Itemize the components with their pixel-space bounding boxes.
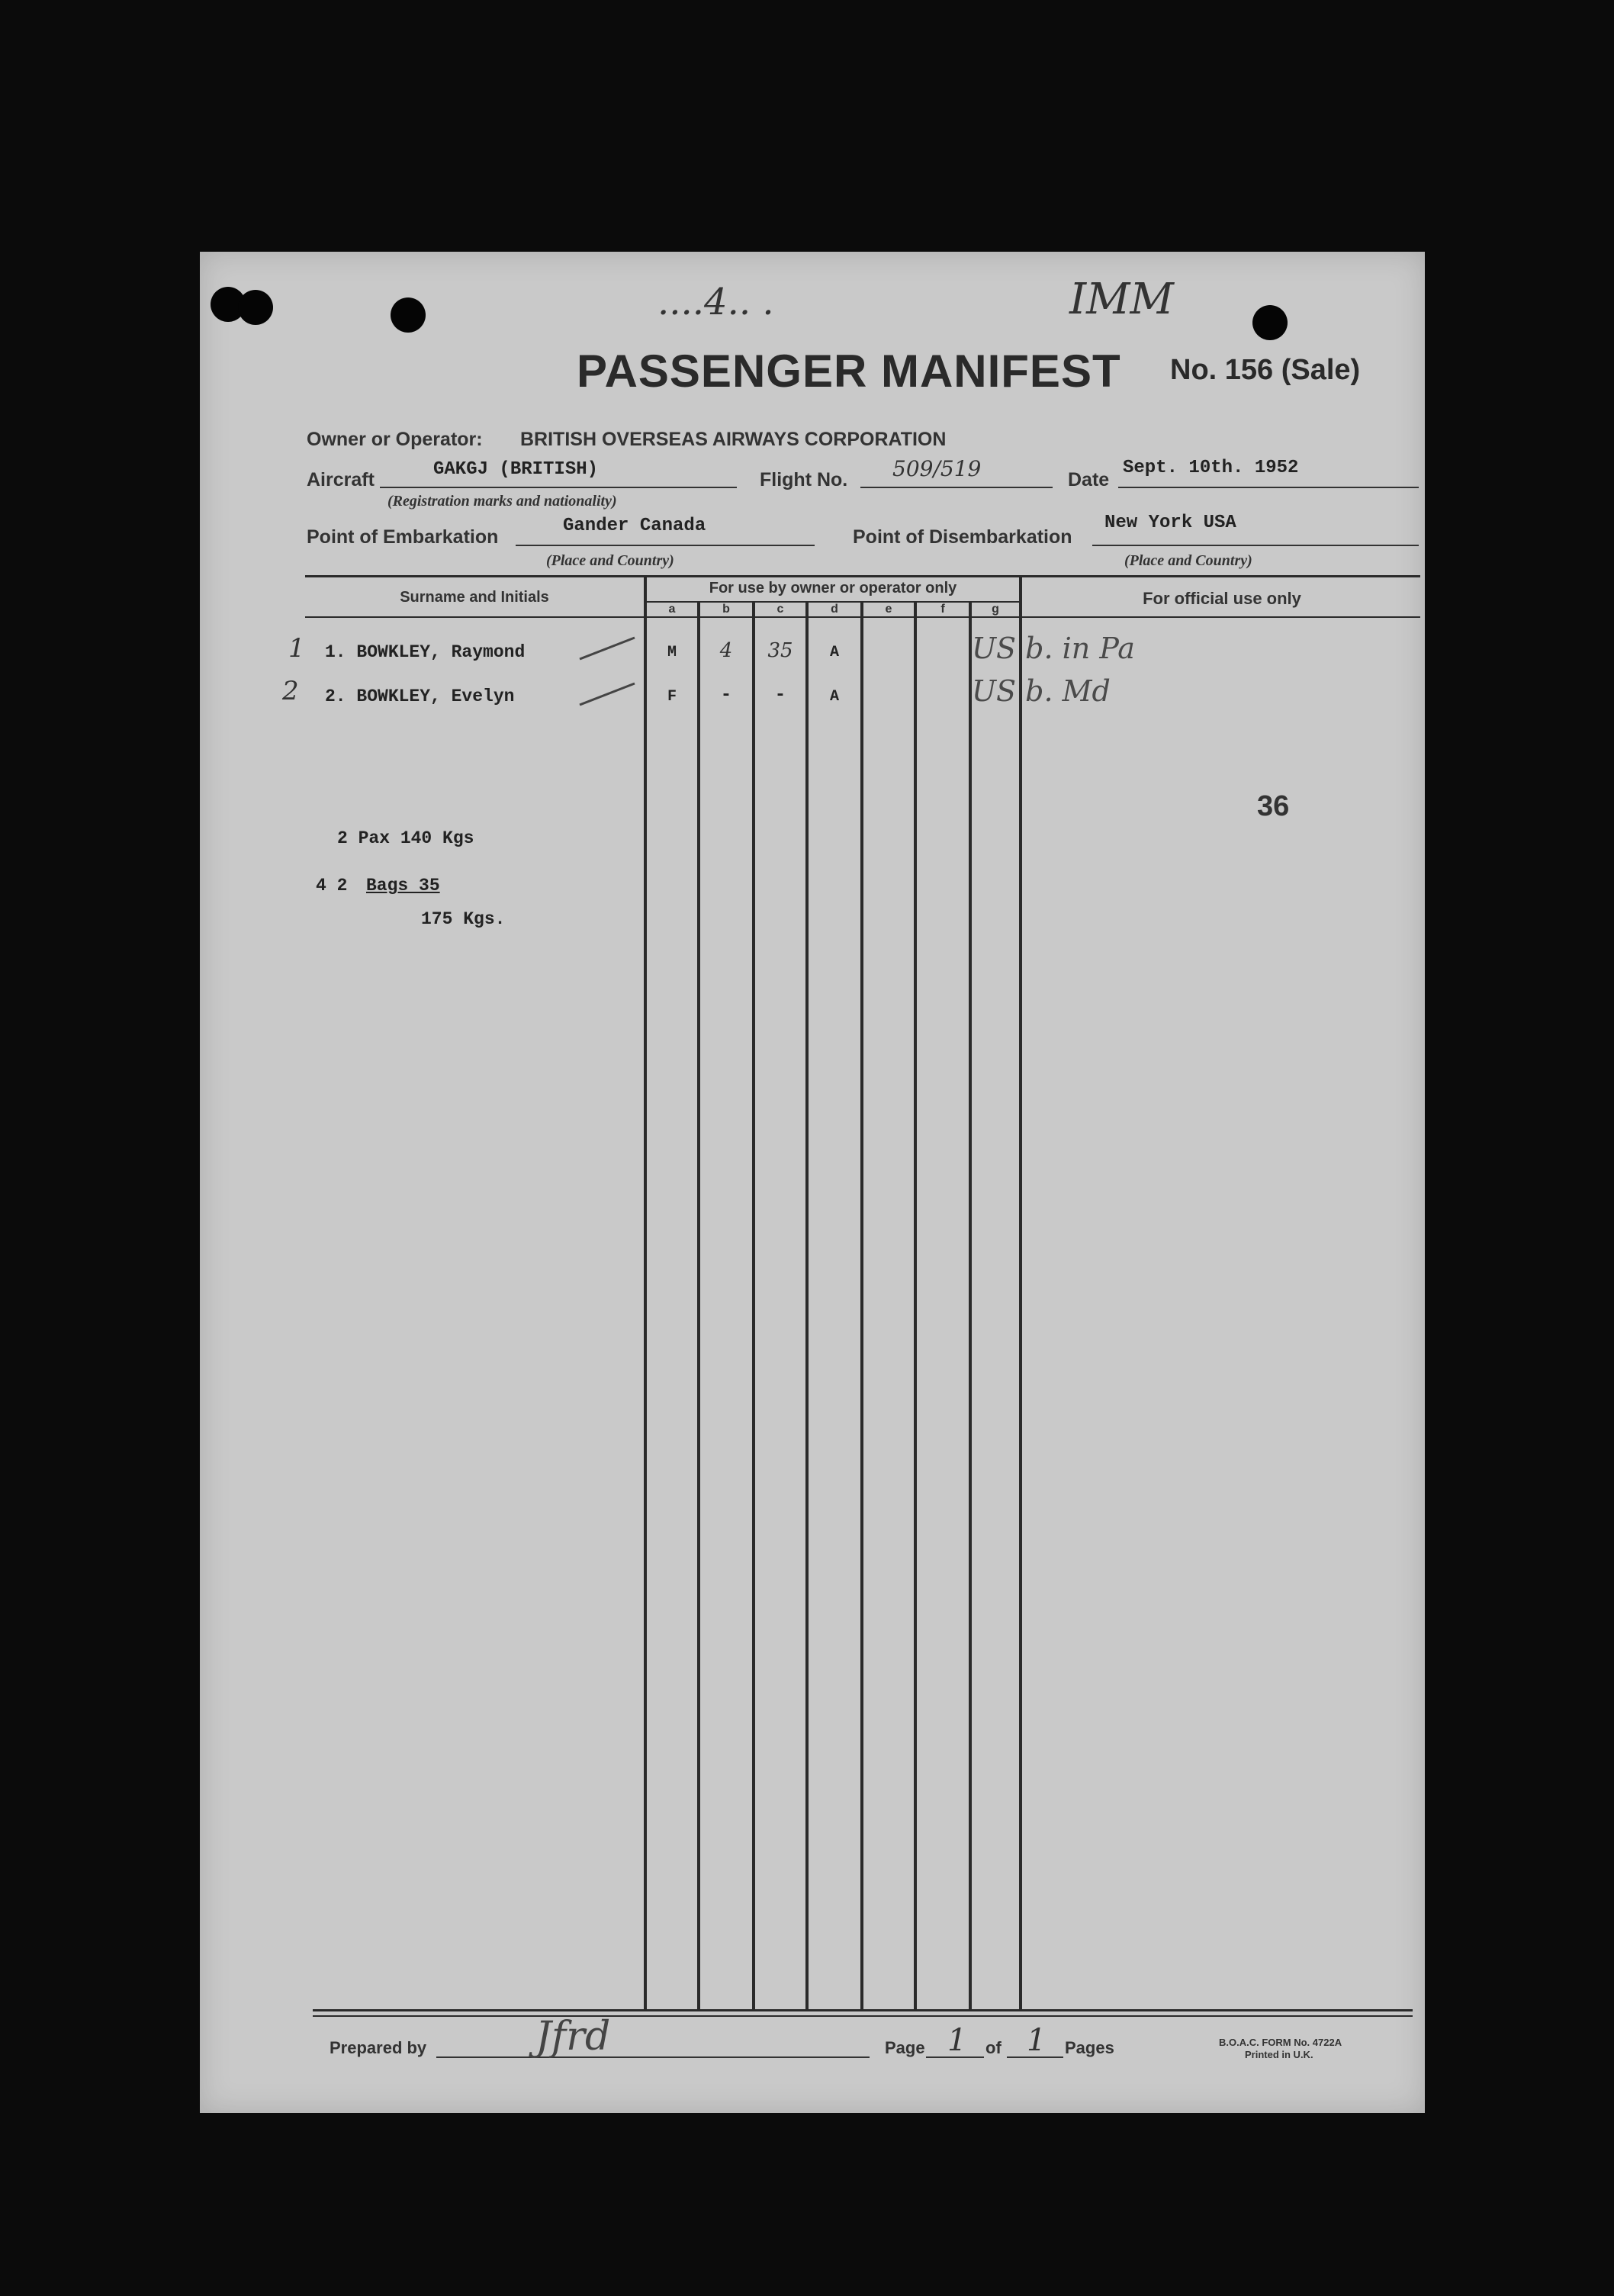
table-top-rule: [305, 575, 1420, 577]
owner-label: Owner or Operator:: [307, 429, 483, 450]
footer-double-rule: [313, 2015, 1413, 2017]
totals-bags: Bags 35: [366, 876, 440, 896]
row-2-tick-mark: [577, 679, 638, 709]
column-header-a: a: [668, 603, 676, 616]
manifest-sheet: [200, 252, 1425, 2113]
column-rule-cd: [805, 603, 809, 2009]
disembarkation-underline: [1092, 545, 1419, 546]
handwritten-code: IMM: [1069, 275, 1174, 324]
of-label: of: [985, 2038, 1002, 2057]
row-1-margin-number: 1: [288, 633, 305, 664]
prepared-signature: Jfrd: [535, 2014, 611, 2060]
column-rule-de: [860, 603, 863, 2009]
flight-underline: [860, 487, 1053, 488]
embarkation-value: Gander Canada: [563, 516, 706, 536]
official-use-header: For official use only: [1143, 589, 1301, 608]
prepared-by-underline: [436, 2056, 870, 2058]
aircraft-underline: [380, 487, 737, 488]
totals-bags-prefix: 4 2: [316, 876, 348, 896]
embarkation-underline: [516, 545, 815, 546]
footer-top-rule: [313, 2009, 1413, 2011]
of-value: 1: [1027, 2023, 1047, 2058]
aircraft-value: GAKGJ (BRITISH): [433, 459, 599, 480]
column-header-d: d: [831, 603, 838, 616]
date-label: Date: [1068, 469, 1110, 490]
row-2-name: 2. BOWKLEY, Evelyn: [325, 687, 515, 706]
page-label: Page: [885, 2038, 925, 2057]
embarkation-note: (Place and Country): [546, 552, 674, 569]
row-1-col-a: M: [667, 644, 677, 661]
row-1-col-c: 35: [767, 639, 793, 662]
column-header-g: g: [992, 603, 999, 616]
page-count-mark: ....4.. .: [657, 281, 774, 323]
aircraft-note: (Registration marks and nationality): [387, 493, 617, 510]
totals-total: 175 Kgs.: [421, 909, 506, 929]
punch-hole-left-3: [391, 297, 426, 333]
column-rule-ab: [697, 603, 700, 2009]
row-1-name: 1. BOWKLEY, Raymond: [325, 642, 526, 662]
embarkation-label: Point of Embarkation: [307, 526, 499, 548]
row-2-col-b: -: [720, 685, 732, 706]
disembarkation-value: New York USA: [1104, 513, 1236, 533]
column-header-c: c: [776, 603, 784, 616]
row-2-margin-number: 2: [282, 676, 299, 706]
row-1-col-b: 4: [719, 639, 733, 662]
disembarkation-label: Point of Disembarkation: [853, 526, 1072, 548]
row-1-official: US b. in Pa: [972, 632, 1135, 665]
column-rule-a-left: [644, 575, 647, 2009]
owner-use-header: For use by owner or operator only: [709, 580, 957, 597]
punch-hole-right: [1252, 305, 1288, 340]
aircraft-label: Aircraft: [307, 469, 375, 490]
prepared-by-label: Prepared by: [330, 2038, 427, 2057]
column-rule-bc: [752, 603, 755, 2009]
column-header-f: f: [940, 603, 945, 616]
form-number: B.O.A.C. FORM No. 4722A: [1219, 2037, 1342, 2048]
row-2-col-c: -: [774, 685, 786, 706]
surname-header: Surname and Initials: [400, 589, 549, 606]
page-title: PASSENGER MANIFEST: [577, 346, 1121, 397]
date-underline: [1118, 487, 1419, 488]
manifest-number: No. 156 (Sale): [1170, 354, 1361, 386]
column-header-e: e: [885, 603, 892, 616]
row-2-official: US b. Md: [972, 674, 1111, 708]
owner-value: BRITISH OVERSEAS AIRWAYS CORPORATION: [520, 429, 947, 450]
row-2-col-a: F: [667, 688, 677, 706]
column-rule-g-right: [1019, 575, 1022, 2009]
row-1-tick-mark: [577, 633, 638, 664]
column-header-b: b: [722, 603, 730, 616]
row-1-col-d: A: [829, 644, 839, 661]
printed-in: Printed in U.K.: [1245, 2049, 1313, 2060]
flight-label: Flight No.: [760, 469, 848, 490]
page-value: 1: [947, 2023, 967, 2058]
pages-label: Pages: [1065, 2038, 1114, 2057]
flight-value: 509/519: [892, 456, 982, 481]
column-rule-fg: [969, 603, 972, 2009]
row-2-col-d: A: [829, 688, 839, 706]
column-rule-ef: [914, 603, 917, 2009]
punch-hole-left-2: [238, 290, 273, 325]
date-value: Sept. 10th. 1952: [1123, 458, 1299, 478]
disembarkation-note: (Place and Country): [1124, 552, 1252, 569]
stamp-number: 36: [1257, 790, 1290, 822]
totals-pax: 2 Pax 140 Kgs: [337, 828, 474, 848]
